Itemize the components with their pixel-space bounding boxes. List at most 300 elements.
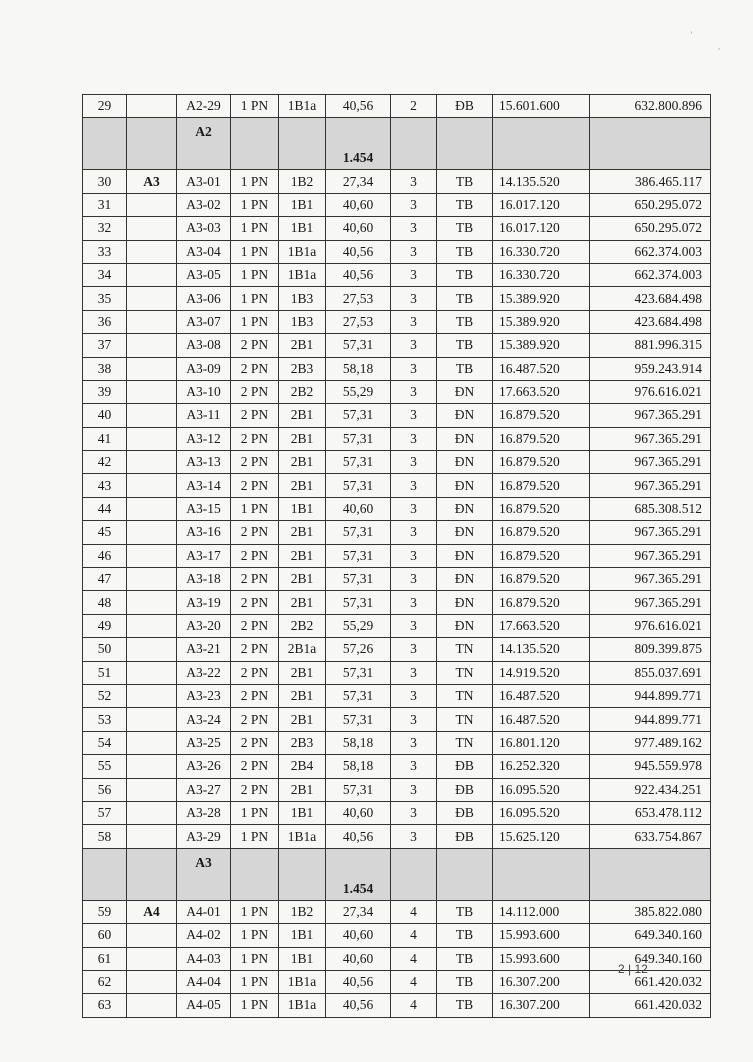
subtotal-empty-cell [83,848,127,900]
cell-stt: 37 [83,334,127,357]
cell-block [127,287,177,310]
cell-dir: ĐN [437,451,493,474]
cell-area: 57,31 [326,708,391,731]
cell-area: 40,56 [326,263,391,286]
cell-block [127,708,177,731]
cell-model: 2B4 [279,755,326,778]
cell-dir: TN [437,638,493,661]
cell-model: 1B1a [279,970,326,993]
cell-dir: TB [437,900,493,923]
subtotal-empty-cell [127,848,177,900]
table-row [83,708,711,731]
cell-stt: 43 [83,474,127,497]
table-row [83,193,711,216]
cell-floor: 3 [391,310,437,333]
cell-price: 16.095.520 [493,778,590,801]
cell-area: 57,31 [326,568,391,591]
cell-code: A3-19 [177,591,231,614]
cell-floor: 4 [391,900,437,923]
cell-total: 959.243.914 [590,357,711,380]
cell-area: 57,31 [326,591,391,614]
cell-total: 967.365.291 [590,544,711,567]
cell-model: 2B2 [279,614,326,637]
cell-model: 1B1a [279,95,326,118]
cell-total: 944.899.771 [590,708,711,731]
cell-model: 2B1 [279,568,326,591]
cell-dir: TB [437,240,493,263]
cell-price: 16.879.520 [493,474,590,497]
cell-block [127,924,177,947]
subtotal-empty-cell [437,118,493,170]
cell-type: 2 PN [231,544,279,567]
cell-price: 15.625.120 [493,825,590,848]
cell-type: 1 PN [231,497,279,520]
subtotal-empty-cell [279,118,326,170]
cell-model: 1B1 [279,497,326,520]
subtotal-empty-cell [437,848,493,900]
table-row [83,427,711,450]
cell-code: A3-03 [177,217,231,240]
cell-block [127,193,177,216]
cell-code: A3-11 [177,404,231,427]
cell-dir: ĐN [437,380,493,403]
cell-model: 1B1 [279,217,326,240]
cell-block [127,661,177,684]
cell-type: 1 PN [231,240,279,263]
cell-area: 57,31 [326,521,391,544]
cell-block [127,334,177,357]
cell-model: 1B1a [279,240,326,263]
subtotal-empty-cell [391,848,437,900]
cell-total: 855.037.691 [590,661,711,684]
table-row [83,310,711,333]
cell-dir: TB [437,193,493,216]
cell-total: 661.420.032 [590,994,711,1017]
cell-total: 881.996.315 [590,334,711,357]
cell-stt: 36 [83,310,127,333]
table-row [83,970,711,993]
cell-stt: 34 [83,263,127,286]
cell-code: A3-02 [177,193,231,216]
cell-floor: 3 [391,614,437,637]
cell-code: A4-04 [177,970,231,993]
cell-stt: 46 [83,544,127,567]
cell-dir: TB [437,263,493,286]
cell-floor: 3 [391,638,437,661]
cell-price: 16.017.120 [493,217,590,240]
subtotal-empty-cell [391,118,437,170]
cell-price: 15.389.920 [493,334,590,357]
cell-dir: ĐB [437,95,493,118]
cell-area: 57,26 [326,638,391,661]
cell-total: 976.616.021 [590,614,711,637]
cell-area: 40,56 [326,994,391,1017]
cell-code: A3-01 [177,170,231,193]
cell-block [127,427,177,450]
subtotal-empty-cell [83,118,127,170]
cell-type: 2 PN [231,755,279,778]
cell-total: 967.365.291 [590,404,711,427]
cell-model: 1B1a [279,825,326,848]
cell-area: 27,34 [326,900,391,923]
table-row [83,684,711,707]
cell-block [127,474,177,497]
cell-type: 2 PN [231,708,279,731]
cell-area: 57,31 [326,474,391,497]
cell-code: A3-08 [177,334,231,357]
cell-total: 653.478.112 [590,801,711,824]
cell-stt: 47 [83,568,127,591]
cell-dir: ĐB [437,801,493,824]
cell-type: 1 PN [231,217,279,240]
cell-block [127,638,177,661]
cell-stt: 39 [83,380,127,403]
cell-floor: 3 [391,708,437,731]
cell-block [127,451,177,474]
cell-area: 57,31 [326,451,391,474]
cell-total: 967.365.291 [590,591,711,614]
cell-stt: 63 [83,994,127,1017]
cell-type: 1 PN [231,801,279,824]
cell-floor: 3 [391,357,437,380]
cell-area: 55,29 [326,614,391,637]
cell-stt: 29 [83,95,127,118]
cell-stt: 41 [83,427,127,450]
cell-price: 16.879.520 [493,568,590,591]
table-row [83,731,711,754]
cell-stt: 42 [83,451,127,474]
table-row [83,497,711,520]
cell-floor: 3 [391,170,437,193]
cell-code: A3-20 [177,614,231,637]
cell-code: A3-10 [177,380,231,403]
cell-floor: 3 [391,427,437,450]
table-row [83,217,711,240]
cell-stt: 49 [83,614,127,637]
table-row [83,591,711,614]
subtotal-block-label: A2 [177,118,231,170]
cell-floor: 3 [391,755,437,778]
cell-model: 2B2 [279,380,326,403]
cell-floor: 3 [391,731,437,754]
table-row [83,521,711,544]
cell-total: 662.374.003 [590,263,711,286]
cell-model: 2B1a [279,638,326,661]
cell-dir: TB [437,310,493,333]
subtotal-row [83,118,711,170]
cell-type: 1 PN [231,193,279,216]
cell-area: 40,60 [326,947,391,970]
cell-code: A4-03 [177,947,231,970]
apartment-price-table [82,94,711,1018]
cell-area: 40,60 [326,193,391,216]
cell-block [127,95,177,118]
table-row [83,474,711,497]
cell-total: 944.899.771 [590,684,711,707]
cell-area: 57,31 [326,778,391,801]
cell-type: 2 PN [231,568,279,591]
cell-dir: TN [437,708,493,731]
table-row [83,661,711,684]
cell-total: 809.399.875 [590,638,711,661]
cell-block [127,947,177,970]
cell-total: 650.295.072 [590,217,711,240]
cell-type: 2 PN [231,474,279,497]
cell-floor: 3 [391,240,437,263]
cell-stt: 53 [83,708,127,731]
cell-code: A4-02 [177,924,231,947]
cell-floor: 3 [391,825,437,848]
cell-code: A3-17 [177,544,231,567]
cell-floor: 3 [391,684,437,707]
cell-total: 967.365.291 [590,451,711,474]
subtotal-empty-cell [279,848,326,900]
cell-total: 967.365.291 [590,568,711,591]
cell-dir: TB [437,924,493,947]
cell-stt: 30 [83,170,127,193]
cell-price: 16.017.120 [493,193,590,216]
cell-price: 14.135.520 [493,638,590,661]
cell-dir: ĐB [437,825,493,848]
cell-block [127,357,177,380]
cell-stt: 45 [83,521,127,544]
cell-area: 27,53 [326,310,391,333]
cell-type: 1 PN [231,170,279,193]
cell-total: 967.365.291 [590,521,711,544]
cell-dir: TN [437,731,493,754]
cell-floor: 3 [391,568,437,591]
cell-price: 16.307.200 [493,994,590,1017]
table-row [83,451,711,474]
cell-total: 945.559.978 [590,755,711,778]
cell-floor: 2 [391,95,437,118]
cell-area: 57,31 [326,544,391,567]
cell-code: A3-24 [177,708,231,731]
cell-code: A3-18 [177,568,231,591]
cell-price: 16.307.200 [493,970,590,993]
cell-floor: 3 [391,544,437,567]
cell-dir: ĐN [437,521,493,544]
cell-price: 16.095.520 [493,801,590,824]
subtotal-empty-cell [590,118,711,170]
cell-price: 16.330.720 [493,263,590,286]
table-row [83,638,711,661]
cell-model: 1B2 [279,170,326,193]
table-row [83,801,711,824]
cell-dir: TB [437,947,493,970]
cell-block [127,994,177,1017]
cell-block [127,591,177,614]
cell-code: A3-13 [177,451,231,474]
cell-model: 2B1 [279,591,326,614]
cell-stt: 51 [83,661,127,684]
cell-model: 2B1 [279,334,326,357]
cell-floor: 4 [391,970,437,993]
cell-code: A3-12 [177,427,231,450]
cell-code: A3-04 [177,240,231,263]
cell-model: 2B1 [279,521,326,544]
cell-total: 976.616.021 [590,380,711,403]
cell-dir: TB [437,170,493,193]
cell-block [127,544,177,567]
cell-total: 685.308.512 [590,497,711,520]
cell-type: 1 PN [231,924,279,947]
cell-dir: ĐN [437,544,493,567]
cell-area: 57,31 [326,334,391,357]
cell-area: 40,60 [326,497,391,520]
cell-code: A3-05 [177,263,231,286]
cell-type: 2 PN [231,591,279,614]
cell-price: 16.330.720 [493,240,590,263]
cell-stt: 56 [83,778,127,801]
cell-total: 649.340.160 [590,924,711,947]
cell-type: 2 PN [231,334,279,357]
cell-dir: TB [437,994,493,1017]
cell-price: 15.601.600 [493,95,590,118]
cell-price: 16.487.520 [493,357,590,380]
cell-block [127,404,177,427]
cell-model: 1B1 [279,947,326,970]
cell-type: 2 PN [231,451,279,474]
subtotal-block-label: A3 [177,848,231,900]
cell-price: 16.879.520 [493,427,590,450]
cell-floor: 3 [391,778,437,801]
cell-total: 650.295.072 [590,193,711,216]
cell-price: 14.112.000 [493,900,590,923]
table-row [83,900,711,923]
cell-model: 1B3 [279,310,326,333]
cell-price: 15.993.600 [493,947,590,970]
cell-floor: 3 [391,474,437,497]
cell-code: A3-29 [177,825,231,848]
cell-stt: 48 [83,591,127,614]
cell-price: 16.487.520 [493,684,590,707]
cell-type: 1 PN [231,287,279,310]
cell-type: 2 PN [231,731,279,754]
cell-area: 40,56 [326,95,391,118]
cell-code: A3-27 [177,778,231,801]
page-number: 2 | 12 [618,962,648,976]
cell-total: 661.420.032 [590,970,711,993]
cell-total: 967.365.291 [590,427,711,450]
cell-area: 57,31 [326,404,391,427]
cell-dir: TN [437,684,493,707]
cell-block [127,778,177,801]
cell-type: 2 PN [231,684,279,707]
cell-code: A3-21 [177,638,231,661]
cell-code: A3-26 [177,755,231,778]
cell-type: 1 PN [231,310,279,333]
cell-area: 40,56 [326,825,391,848]
cell-type: 1 PN [231,994,279,1017]
cell-total: 386.465.117 [590,170,711,193]
cell-area: 40,56 [326,970,391,993]
cell-type: 1 PN [231,970,279,993]
cell-stt: 55 [83,755,127,778]
table-row [83,825,711,848]
cell-stt: 61 [83,947,127,970]
table-row [83,287,711,310]
cell-price: 15.993.600 [493,924,590,947]
subtotal-empty-cell [231,118,279,170]
cell-code: A4-01 [177,900,231,923]
cell-stt: 35 [83,287,127,310]
table-row [83,334,711,357]
cell-code: A3-07 [177,310,231,333]
cell-total: 649.340.160 [590,947,711,970]
cell-price: 14.135.520 [493,170,590,193]
table-row [83,95,711,118]
cell-dir: ĐB [437,755,493,778]
cell-model: 1B1 [279,801,326,824]
cell-stt: 50 [83,638,127,661]
cell-stt: 32 [83,217,127,240]
cell-model: 1B1 [279,924,326,947]
subtotal-empty-cell [493,848,590,900]
cell-block [127,684,177,707]
cell-floor: 3 [391,801,437,824]
cell-price: 16.879.520 [493,497,590,520]
cell-total: 633.754.867 [590,825,711,848]
cell-total: 385.822.080 [590,900,711,923]
cell-model: 2B1 [279,544,326,567]
cell-type: 1 PN [231,900,279,923]
cell-dir: TB [437,287,493,310]
cell-floor: 3 [391,404,437,427]
cell-block [127,497,177,520]
cell-code: A3-25 [177,731,231,754]
table-row [83,994,711,1017]
cell-area: 40,56 [326,240,391,263]
cell-code: A3-06 [177,287,231,310]
cell-area: 55,29 [326,380,391,403]
cell-type: 2 PN [231,661,279,684]
cell-code: A3-15 [177,497,231,520]
cell-code: A3-22 [177,661,231,684]
scan-speck: , [718,42,720,51]
subtotal-area: 1.454 [326,848,391,900]
table-row [83,170,711,193]
cell-total: 977.489.162 [590,731,711,754]
cell-model: 2B1 [279,451,326,474]
cell-dir: ĐN [437,427,493,450]
cell-total: 632.800.896 [590,95,711,118]
table-row [83,544,711,567]
cell-model: 2B3 [279,357,326,380]
subtotal-empty-cell [493,118,590,170]
cell-total: 423.684.498 [590,310,711,333]
cell-code: A4-05 [177,994,231,1017]
cell-stt: 58 [83,825,127,848]
cell-code: A3-23 [177,684,231,707]
cell-stt: 52 [83,684,127,707]
subtotal-area: 1.454 [326,118,391,170]
cell-area: 40,60 [326,217,391,240]
cell-type: 2 PN [231,614,279,637]
table-row [83,240,711,263]
cell-model: 2B1 [279,404,326,427]
cell-floor: 3 [391,380,437,403]
cell-floor: 3 [391,591,437,614]
cell-price: 16.801.120 [493,731,590,754]
cell-area: 57,31 [326,661,391,684]
table-body [83,95,711,1018]
table-row [83,404,711,427]
cell-floor: 3 [391,287,437,310]
table-row [83,568,711,591]
table-row [83,947,711,970]
cell-stt: 62 [83,970,127,993]
